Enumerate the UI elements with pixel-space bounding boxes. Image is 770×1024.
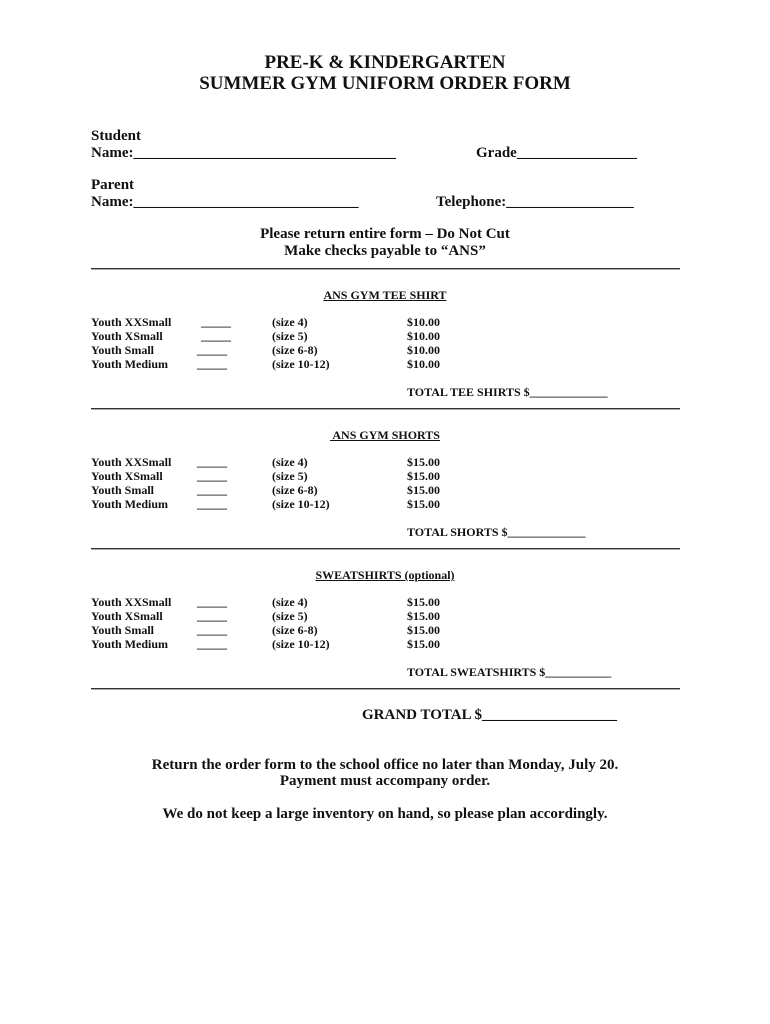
return-deadline-line2: Payment must accompany order. <box>279 773 491 789</box>
item-size: (size 10-12) <box>272 637 330 651</box>
item-name: Youth Small <box>91 343 155 357</box>
instructions-line2: Make checks payable to “ANS” <box>284 243 486 259</box>
item-price: $10.00 <box>407 357 440 371</box>
item-size: (size 10-12) <box>272 357 330 371</box>
parent-label: Parent <box>91 177 135 193</box>
item-price: $15.00 <box>407 637 440 651</box>
student-name-field[interactable]: Name:___________________________________ <box>91 145 396 161</box>
section-title: ANS GYM SHORTS <box>330 428 440 442</box>
item-size: (size 5) <box>272 609 308 623</box>
item-size: (size 5) <box>272 469 308 483</box>
section-title: ANS GYM TEE SHIRT <box>323 288 447 302</box>
item-price: $15.00 <box>407 483 440 497</box>
item-price: $15.00 <box>407 595 440 609</box>
return-deadline-line1: Return the order form to the school office no later than Monday, July 20. <box>151 757 619 773</box>
item-price: $10.00 <box>407 329 440 343</box>
item-name: Youth XSmall <box>91 329 163 343</box>
quantity-blank[interactable]: _____ <box>197 609 227 623</box>
inventory-note: We do not keep a large inventory on hand, so please plan accordingly. <box>162 806 608 822</box>
total-shorts-field[interactable]: TOTAL SHORTS $_____________ <box>407 525 586 539</box>
quantity-blank[interactable]: _____ <box>201 329 231 343</box>
quantity-blank[interactable]: _____ <box>197 455 227 469</box>
section-title: SWEATSHIRTS (optional) <box>315 568 455 582</box>
item-size: (size 6-8) <box>272 343 318 357</box>
item-price: $15.00 <box>407 455 440 469</box>
item-size: (size 4) <box>272 455 308 469</box>
total-sweatshirts-field[interactable]: TOTAL SWEATSHIRTS $___________ <box>407 665 612 679</box>
quantity-blank[interactable]: _____ <box>197 343 227 357</box>
divider <box>91 548 680 550</box>
item-name: Youth XXSmall <box>91 455 172 469</box>
item-price: $10.00 <box>407 315 440 329</box>
total-tee-shirts-field[interactable]: TOTAL TEE SHIRTS $_____________ <box>407 385 608 399</box>
item-name: Youth XXSmall <box>91 595 172 609</box>
item-name: Youth XXSmall <box>91 315 172 329</box>
telephone-field[interactable]: Telephone:_________________ <box>436 194 634 210</box>
item-size: (size 10-12) <box>272 497 330 511</box>
item-name: Youth Medium <box>91 357 169 371</box>
divider <box>91 408 680 410</box>
item-size: (size 4) <box>272 315 308 329</box>
quantity-blank[interactable]: _____ <box>197 483 227 497</box>
form-title-line2: SUMMER GYM UNIFORM ORDER FORM <box>199 73 571 94</box>
divider <box>91 688 680 690</box>
item-price: $15.00 <box>407 497 440 511</box>
item-name: Youth Small <box>91 623 155 637</box>
student-label: Student <box>91 128 142 144</box>
grand-total-field[interactable]: GRAND TOTAL $__________________ <box>362 707 618 723</box>
item-size: (size 6-8) <box>272 483 318 497</box>
item-size: (size 6-8) <box>272 623 318 637</box>
form-title-line1: PRE-K & KINDERGARTEN <box>264 52 506 73</box>
quantity-blank[interactable]: _____ <box>197 623 227 637</box>
item-price: $15.00 <box>407 623 440 637</box>
item-name: Youth Small <box>91 483 155 497</box>
quantity-blank[interactable]: _____ <box>197 637 227 651</box>
grade-field[interactable]: Grade________________ <box>476 145 637 161</box>
item-price: $15.00 <box>407 609 440 623</box>
quantity-blank[interactable]: _____ <box>197 357 227 371</box>
quantity-blank[interactable]: _____ <box>197 497 227 511</box>
parent-name-field[interactable]: Name:______________________________ <box>91 194 359 210</box>
item-name: Youth Medium <box>91 497 169 511</box>
item-name: Youth XSmall <box>91 469 163 483</box>
quantity-blank[interactable]: _____ <box>201 315 231 329</box>
quantity-blank[interactable]: _____ <box>197 595 227 609</box>
item-name: Youth XSmall <box>91 609 163 623</box>
item-price: $10.00 <box>407 343 440 357</box>
item-size: (size 4) <box>272 595 308 609</box>
quantity-blank[interactable]: _____ <box>197 469 227 483</box>
divider <box>91 268 680 270</box>
item-name: Youth Medium <box>91 637 169 651</box>
instructions-line1: Please return entire form – Do Not Cut <box>260 226 510 242</box>
item-size: (size 5) <box>272 329 308 343</box>
item-price: $15.00 <box>407 469 440 483</box>
